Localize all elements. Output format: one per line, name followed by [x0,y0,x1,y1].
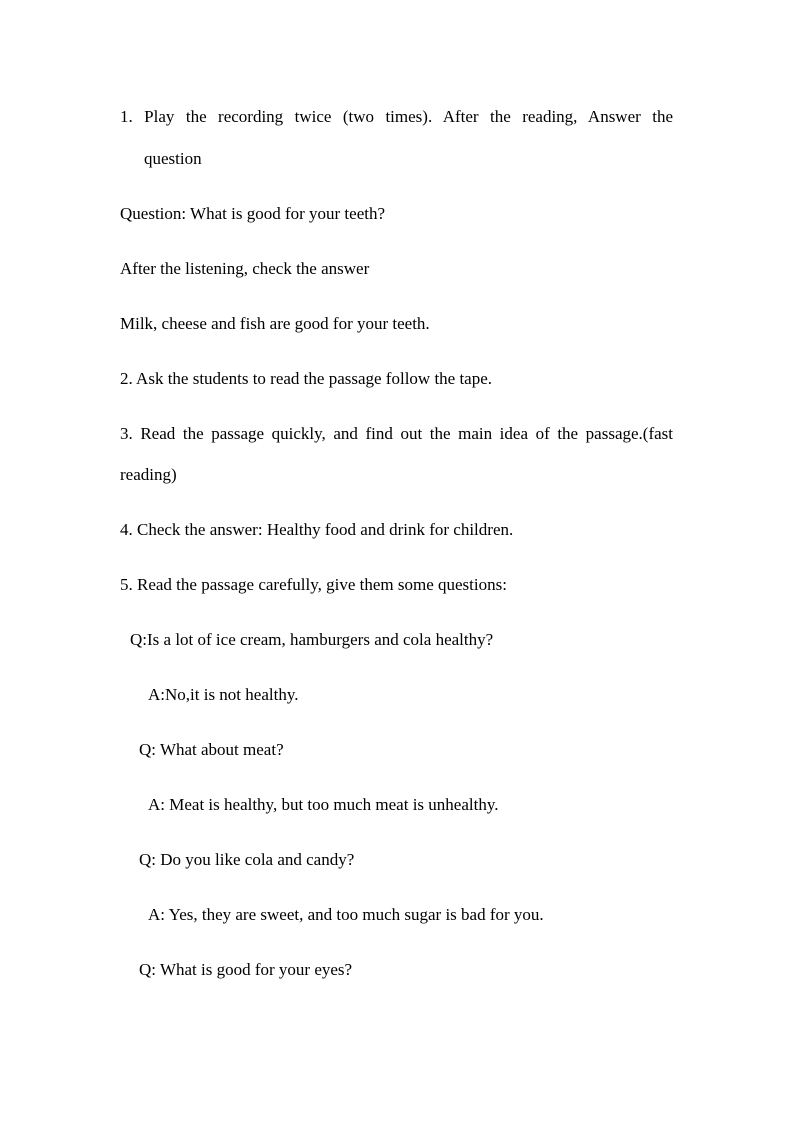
after-listening-instruction: After the listening, check the answer [120,259,370,278]
item-2: 2. Ask the students to read the passage follow the tape. [120,369,493,388]
qa-line: A: Yes, they are sweet, and too much sugar is bad for you. [148,905,544,924]
item-4: 4. Check the answer: Healthy food and drink for children. [120,520,514,539]
qa-line: Q: Do you like cola and candy? [139,850,355,869]
answer-teeth: Milk, cheese and fish are good for your teeth. [120,314,430,333]
qa-line: Q: What is good for your eyes? [139,960,353,979]
item-3-line-2: reading) [120,465,177,484]
qa-line: A: Meat is healthy, but too much meat is unhealthy. [148,795,499,814]
item-1-line-1: 1. Play the recording twice (two times). After the reading, Answer the [120,107,673,126]
qa-line: Q:Is a lot of ice cream, hamburgers and cola healthy? [130,630,494,649]
item-5: 5. Read the passage carefully, give them some questions: [120,575,507,594]
qa-line: A:No,it is not healthy. [148,685,299,704]
item-3-line-1: 3. Read the passage quickly, and find out the main idea of the passage.(fast [120,424,673,443]
item-1-line-2: question [144,149,202,168]
qa-line: Q: What about meat? [139,740,284,759]
question-teeth: Question: What is good for your teeth? [120,204,386,223]
